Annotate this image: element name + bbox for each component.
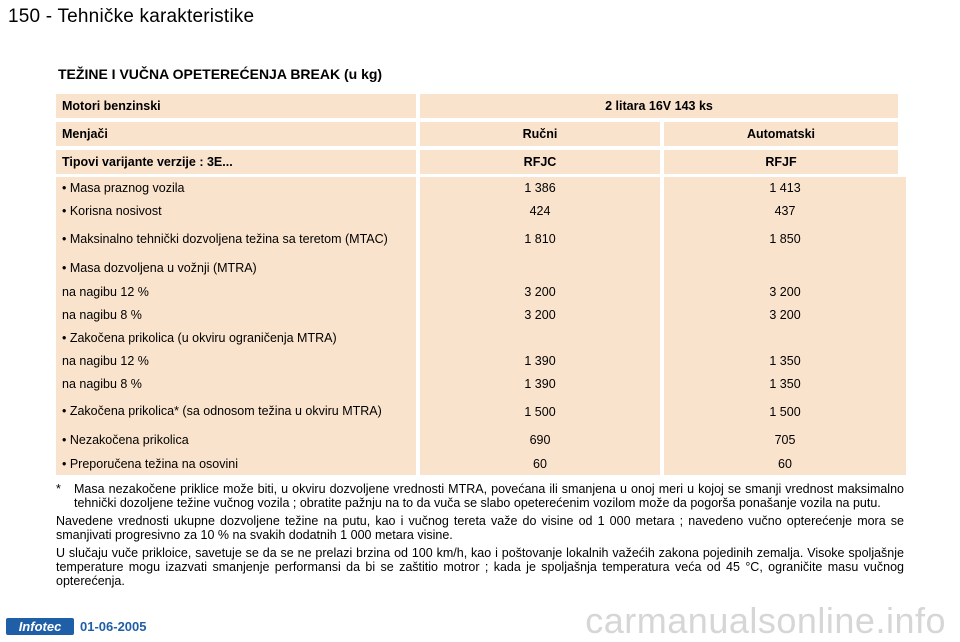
table-cell-auto: 437 [774, 203, 796, 218]
table-cell-manual: 3 200 [524, 284, 556, 299]
table-cell-manual [420, 256, 660, 280]
table-row-label: na nagibu 8 % [62, 307, 142, 322]
table-cell-manual: 1 390 [524, 376, 556, 391]
variant-auto: RFJF [664, 150, 898, 174]
footnote [56, 482, 904, 510]
variant-label: Tipovi varijante verzije : 3E... [56, 150, 416, 174]
table-cell-manual: 1 810 [524, 232, 556, 246]
engine-value: 2 litara 16V 143 ks [420, 94, 898, 118]
table-cell-auto: 1 413 [769, 181, 801, 195]
table-cell-manual: 1 390 [524, 353, 556, 368]
table-row-label: • Masa dozvoljena u vožnji (MTRA) [62, 261, 257, 275]
table-cell-auto: 705 [774, 433, 796, 447]
table-row-label: • Nezakočena prikolica [62, 433, 189, 447]
notes-paragraph-altitude: Navedene vrednosti ukupne dozvoljene težine na putu, kao i vučnog tereta važe do visine od 1 000 metara ; navedeno vučno opterećenje mora se smanjivati progresivno za 10 % na svakih dodatnih 1 000 metara visine. [56, 514, 904, 542]
labels-column [56, 177, 416, 475]
footnote-mark: * [56, 482, 61, 496]
engines-label: Motori benzinski [56, 94, 416, 118]
gearbox-row [56, 122, 898, 146]
footer-date: 01-06-2005 [80, 619, 147, 634]
table-cell-auto: 3 200 [769, 307, 801, 322]
table-row-label [56, 222, 416, 256]
specs-header-table [52, 90, 902, 178]
table-row-label: • Masa praznog vozila [62, 181, 185, 195]
manual-column [420, 177, 660, 475]
table-cell-auto [664, 256, 906, 280]
footnote-text: Masa nezakočene priklice može biti, u okviru dozvoljene vrednosti MTRA, povećana ili smanjena u onoj meri u kojoj se smanji vrednost maksimalno tehnički dozoljene težine vučnog vozila ; obratite pažnju na to da vuča se slabo opeterećenim vozilom može da pogorša ponašanje vozila na putu. [74, 482, 904, 510]
table-row-label: • Korisna nosivost [62, 203, 162, 218]
infotec-logo: Infotec [6, 618, 74, 635]
variant-row [56, 150, 898, 174]
table-cell-auto: 1 350 [769, 376, 801, 391]
table-cell-auto: 1 500 [769, 404, 801, 419]
table-cell-manual: 424 [529, 203, 551, 218]
table-cell-auto: 3 200 [769, 284, 801, 299]
gearbox-auto: Automatski [664, 122, 898, 146]
auto-column [664, 177, 906, 475]
table-cell-manual: 690 [529, 433, 551, 447]
table-cell-auto: 1 850 [769, 232, 801, 246]
notes-block [56, 482, 904, 592]
table-cell-auto: 1 350 [769, 353, 801, 368]
engine-row [56, 94, 898, 118]
table-row-label: na nagibu 12 % [62, 284, 149, 299]
page-title: 150 - Tehničke karakteristike [8, 6, 255, 27]
table-row-label-text: • Maksinalno tehnički dozvoljena težina sa teretom (MTAC) [62, 231, 388, 246]
table-row-label-text: • Zakočena prikolica* (sa odnosom težina u okviru MTRA) [62, 404, 382, 418]
table-row-label: • Zakočena prikolica (u okviru ograničenja MTRA) [62, 330, 337, 345]
table-row-label [56, 395, 416, 428]
notes-paragraph-speed: U slučaju vuče prikloice, savetuje se da se ne prelazi brzina od 100 km/h, kao i poštovanje lokalnih važećih zakona pojedinih zemalja. Visoke spoljašnje temperature mogu izazvati smanjenje performansi da bi se zaštitio motror ; kada je spoljašnja temperatura veća od 45 °C, ograničite masu vučnog opterećenja. [56, 546, 904, 588]
table-row-label: na nagibu 8 % [62, 376, 142, 391]
table-cell-manual: 3 200 [524, 307, 556, 322]
table-row-label: • Preporučena težina na osovini [62, 456, 239, 471]
watermark: carmanualsonline.info [585, 600, 946, 641]
table-cell-auto [664, 326, 906, 349]
table-cell-manual: 1 386 [524, 181, 556, 195]
table-cell-manual: 1 500 [524, 404, 556, 419]
specs-body [56, 177, 906, 471]
table-cell-auto: 60 [778, 456, 792, 471]
gearbox-label: Menjači [56, 122, 416, 146]
table-cell-manual [420, 326, 660, 349]
table-row-label: na nagibu 12 % [62, 353, 149, 368]
variant-manual: RFJC [420, 150, 660, 174]
gearbox-manual: Ručni [420, 122, 660, 146]
section-title: TEŽINE I VUČNA OPETEREĆENJA BREAK (u kg) [58, 66, 383, 82]
table-cell-manual: 60 [533, 456, 547, 471]
